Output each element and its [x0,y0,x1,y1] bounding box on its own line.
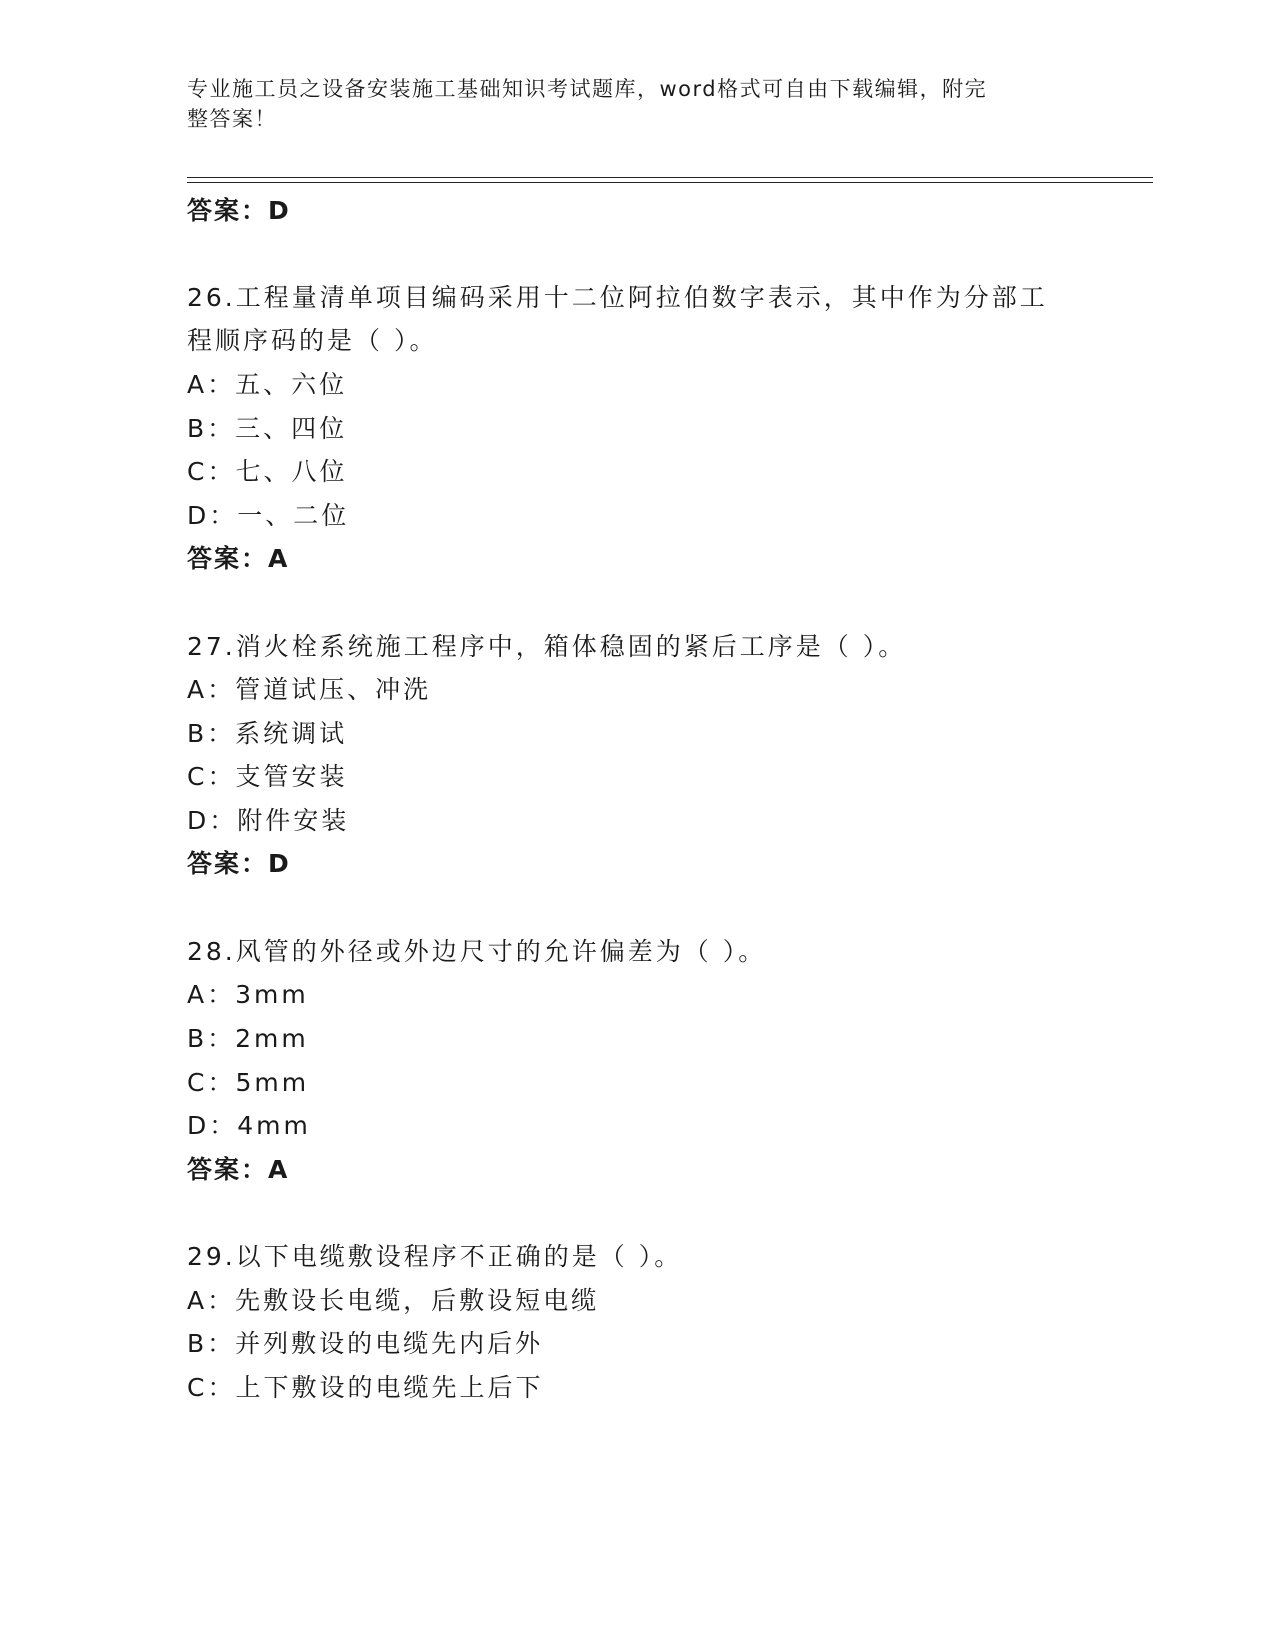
header-divider-bottom [187,182,1153,183]
question-29-option-a: A：先敷设长电缆，后敷设短电缆 [187,1286,600,1315]
question-27-option-c: C：支管安装 [187,762,348,791]
question-27-stem-line-1: 27.消火栓系统施工程序中，箱体稳固的紧后工序是（ ）。 [187,632,907,661]
header-line-2: 整答案！ [187,107,277,131]
question-26-stem-line-1: 26.工程量清单项目编码采用十二位阿拉伯数字表示，其中作为分部工 [187,283,1048,312]
question-26-option-a: A：五、六位 [187,370,348,399]
question-28-option-b: B：2mm [187,1024,309,1053]
question-29-option-c: C：上下敷设的电缆先上后下 [187,1373,544,1402]
document-header [187,74,1067,134]
header-line-1: 专业施工员之设备安装施工基础知识考试题库，word格式可自由下载编辑，附完 [187,77,988,101]
question-26-option-b: B：三、四位 [187,414,348,443]
question-26-option-d: D：一、二位 [187,501,350,530]
question-27-option-d: D：附件安装 [187,806,350,835]
question-27-answer: 答案：D [187,849,291,878]
question-26-stem-line-2: 程顺序码的是（ ）。 [187,326,438,355]
question-29-stem-line-1: 29.以下电缆敷设程序不正确的是（ ）。 [187,1242,683,1271]
answer-25: 答案：D [187,196,291,225]
question-27-option-b: B：系统调试 [187,719,348,748]
question-29-option-b: B：并列敷设的电缆先内后外 [187,1329,544,1358]
question-28-option-d: D：4mm [187,1111,311,1140]
question-26-answer: 答案：A [187,544,290,573]
question-28-option-c: C：5mm [187,1068,310,1097]
question-28-option-a: A：3mm [187,980,309,1009]
header-divider-top [187,177,1153,178]
question-28-answer: 答案：A [187,1155,290,1184]
question-27-option-a: A：管道试压、冲洗 [187,675,432,704]
question-26-option-c: C：七、八位 [187,457,348,486]
question-28-stem-line-1: 28.风管的外径或外边尺寸的允许偏差为（ ）。 [187,937,767,966]
